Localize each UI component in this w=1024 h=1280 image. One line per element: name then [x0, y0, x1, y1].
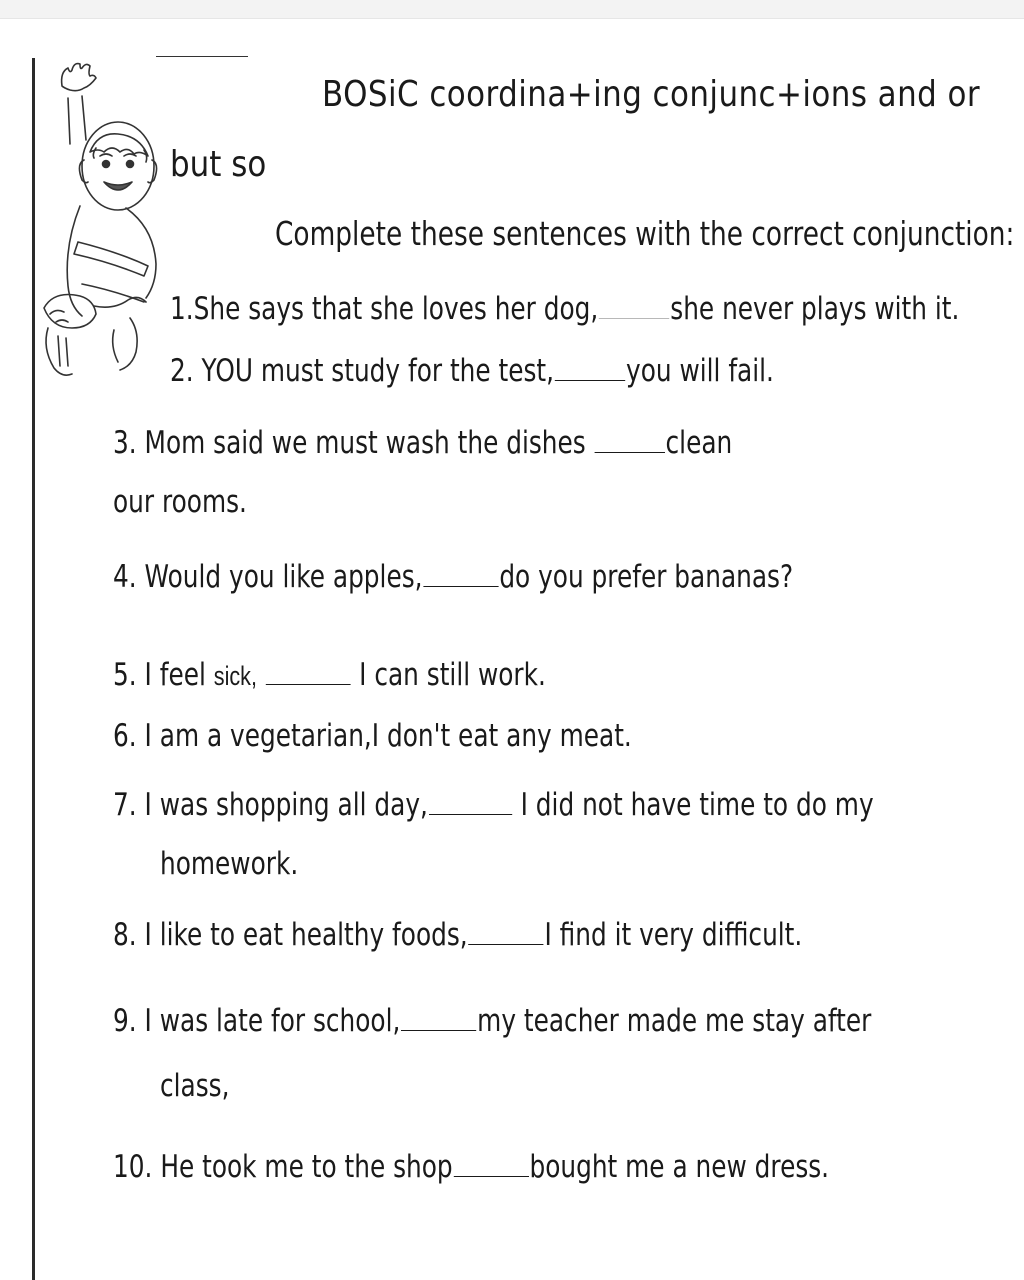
sentence-5 — [113, 656, 546, 693]
sentence-7 — [113, 786, 874, 823]
sentence-7-before: 7. I was shopping all day, — [113, 786, 428, 823]
sentence-4-after: do you prefer bananas? — [499, 558, 794, 595]
sentence-9-after: my teacher made me stay after — [477, 1002, 872, 1039]
sentence-6: 6. I am a vegetarian,I don't eat any meat. — [113, 718, 632, 754]
sentence-1-after: she never plays with it. — [670, 290, 960, 327]
sentence-10-blank[interactable] — [453, 1148, 528, 1177]
viewer-top-bar — [0, 0, 1024, 19]
sentence-10 — [113, 1148, 829, 1185]
sentence-3-before: 3. Mom said we must wash the dishes — [113, 424, 586, 461]
sentence-7-continuation: homework. — [160, 846, 299, 882]
sentence-4 — [113, 558, 793, 595]
name-line — [156, 56, 248, 57]
sentence-4-blank[interactable] — [423, 558, 498, 587]
sentence-2-after: you will fail. — [626, 352, 774, 389]
sentence-3-continuation: our rooms. — [113, 484, 247, 520]
sentence-10-before: 10. He took me to the shop — [113, 1148, 453, 1185]
sentence-1-before: 1.She says that she loves her dog, — [170, 290, 599, 327]
sentence-3 — [113, 424, 732, 461]
sentence-5-after: I can still work. — [359, 656, 546, 693]
sentence-7-blank[interactable] — [429, 786, 512, 815]
sentence-9-blank[interactable] — [401, 1002, 476, 1031]
sentence-5-blank[interactable] — [266, 656, 351, 685]
sentence-8 — [113, 916, 802, 953]
sentence-2 — [170, 352, 774, 389]
sentence-3-blank[interactable] — [594, 424, 664, 453]
sentence-7-after: I did not have time to do my — [520, 786, 874, 823]
sentence-9 — [113, 1002, 871, 1039]
sentence-2-blank[interactable] — [555, 352, 625, 381]
waving-child-icon — [34, 56, 166, 386]
sentence-10-after: bought me a new dress. — [529, 1148, 830, 1185]
sentence-9-before: 9. I was late for school, — [113, 1002, 401, 1039]
sentence-1 — [170, 290, 959, 327]
sentence-5-before: 5. I feel — [113, 656, 206, 693]
sentence-8-before: 8. I like to eat healthy foods, — [113, 916, 468, 953]
sentence-2-before: 2. YOU must study for the test, — [170, 352, 555, 389]
sentence-5-handwritten-word: sick, — [213, 660, 257, 691]
worksheet-title: BOSiC coordina+ing conjunc+ions and or — [322, 74, 981, 115]
sentence-9-continuation: class, — [160, 1068, 230, 1104]
sentence-8-blank[interactable] — [468, 916, 543, 945]
sentence-3-after: clean — [665, 424, 733, 461]
sentence-4-before: 4. Would you like apples, — [113, 558, 423, 595]
sentence-1-blank[interactable] — [599, 290, 669, 319]
worksheet-title-continuation: but so — [170, 144, 267, 185]
sentence-8-after: I find it very difficult. — [544, 916, 803, 953]
instruction-text: Complete these sentences with the correct conjunction: — [275, 214, 1015, 253]
